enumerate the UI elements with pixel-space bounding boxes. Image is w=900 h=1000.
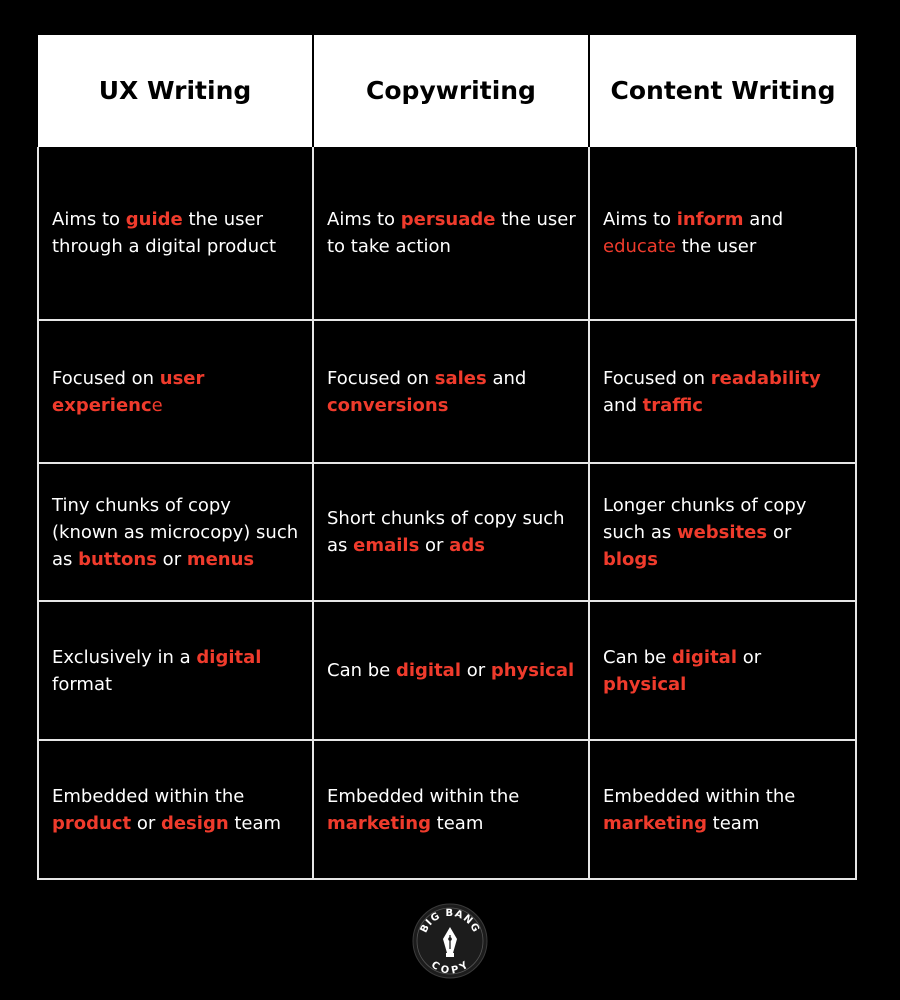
cell-content-format: Can be digital or physical [589, 601, 856, 740]
big-bang-copy-logo [412, 903, 488, 979]
comparison-table [37, 35, 857, 880]
cell-copy-length: Short chunks of copy such as emails or ads [313, 463, 589, 601]
cell-copy-format: Can be digital or physical [313, 601, 589, 740]
cell-ux-format: Exclusively in a digital format [38, 601, 313, 740]
table-row [38, 463, 856, 601]
table-row [38, 601, 856, 740]
cell-copy-focus: Focused on sales and conversions [313, 320, 589, 463]
logo-bottom-text: COPY [428, 959, 472, 977]
header-row [38, 35, 856, 147]
cell-copy-team: Embedded within the marketing team [313, 740, 589, 879]
cell-content-length: Longer chunks of copy such as websites or blogs [589, 463, 856, 601]
cell-content-focus: Focused on readability and traffic [589, 320, 856, 463]
table-row [38, 320, 856, 463]
logo-top-text: BIG BANG [418, 907, 482, 935]
cell-copy-purpose: Aims to persuade the user to take action [313, 147, 589, 320]
header-content-writing: Content Writing [589, 35, 856, 147]
header-copywriting: Copywriting [313, 35, 589, 147]
cell-ux-length: Tiny chunks of copy (known as microcopy) such as buttons or menus [38, 463, 313, 601]
header-ux-writing: UX Writing [38, 35, 313, 147]
cell-content-team: Embedded within the marketing team [589, 740, 856, 879]
cell-ux-team: Embedded within the product or design team [38, 740, 313, 879]
table-row [38, 147, 856, 320]
cell-ux-purpose: Aims to guide the user through a digital product [38, 147, 313, 320]
cell-content-purpose: Aims to inform and educate the user [589, 147, 856, 320]
table-row [38, 740, 856, 879]
cell-ux-focus: Focused on user experience [38, 320, 313, 463]
